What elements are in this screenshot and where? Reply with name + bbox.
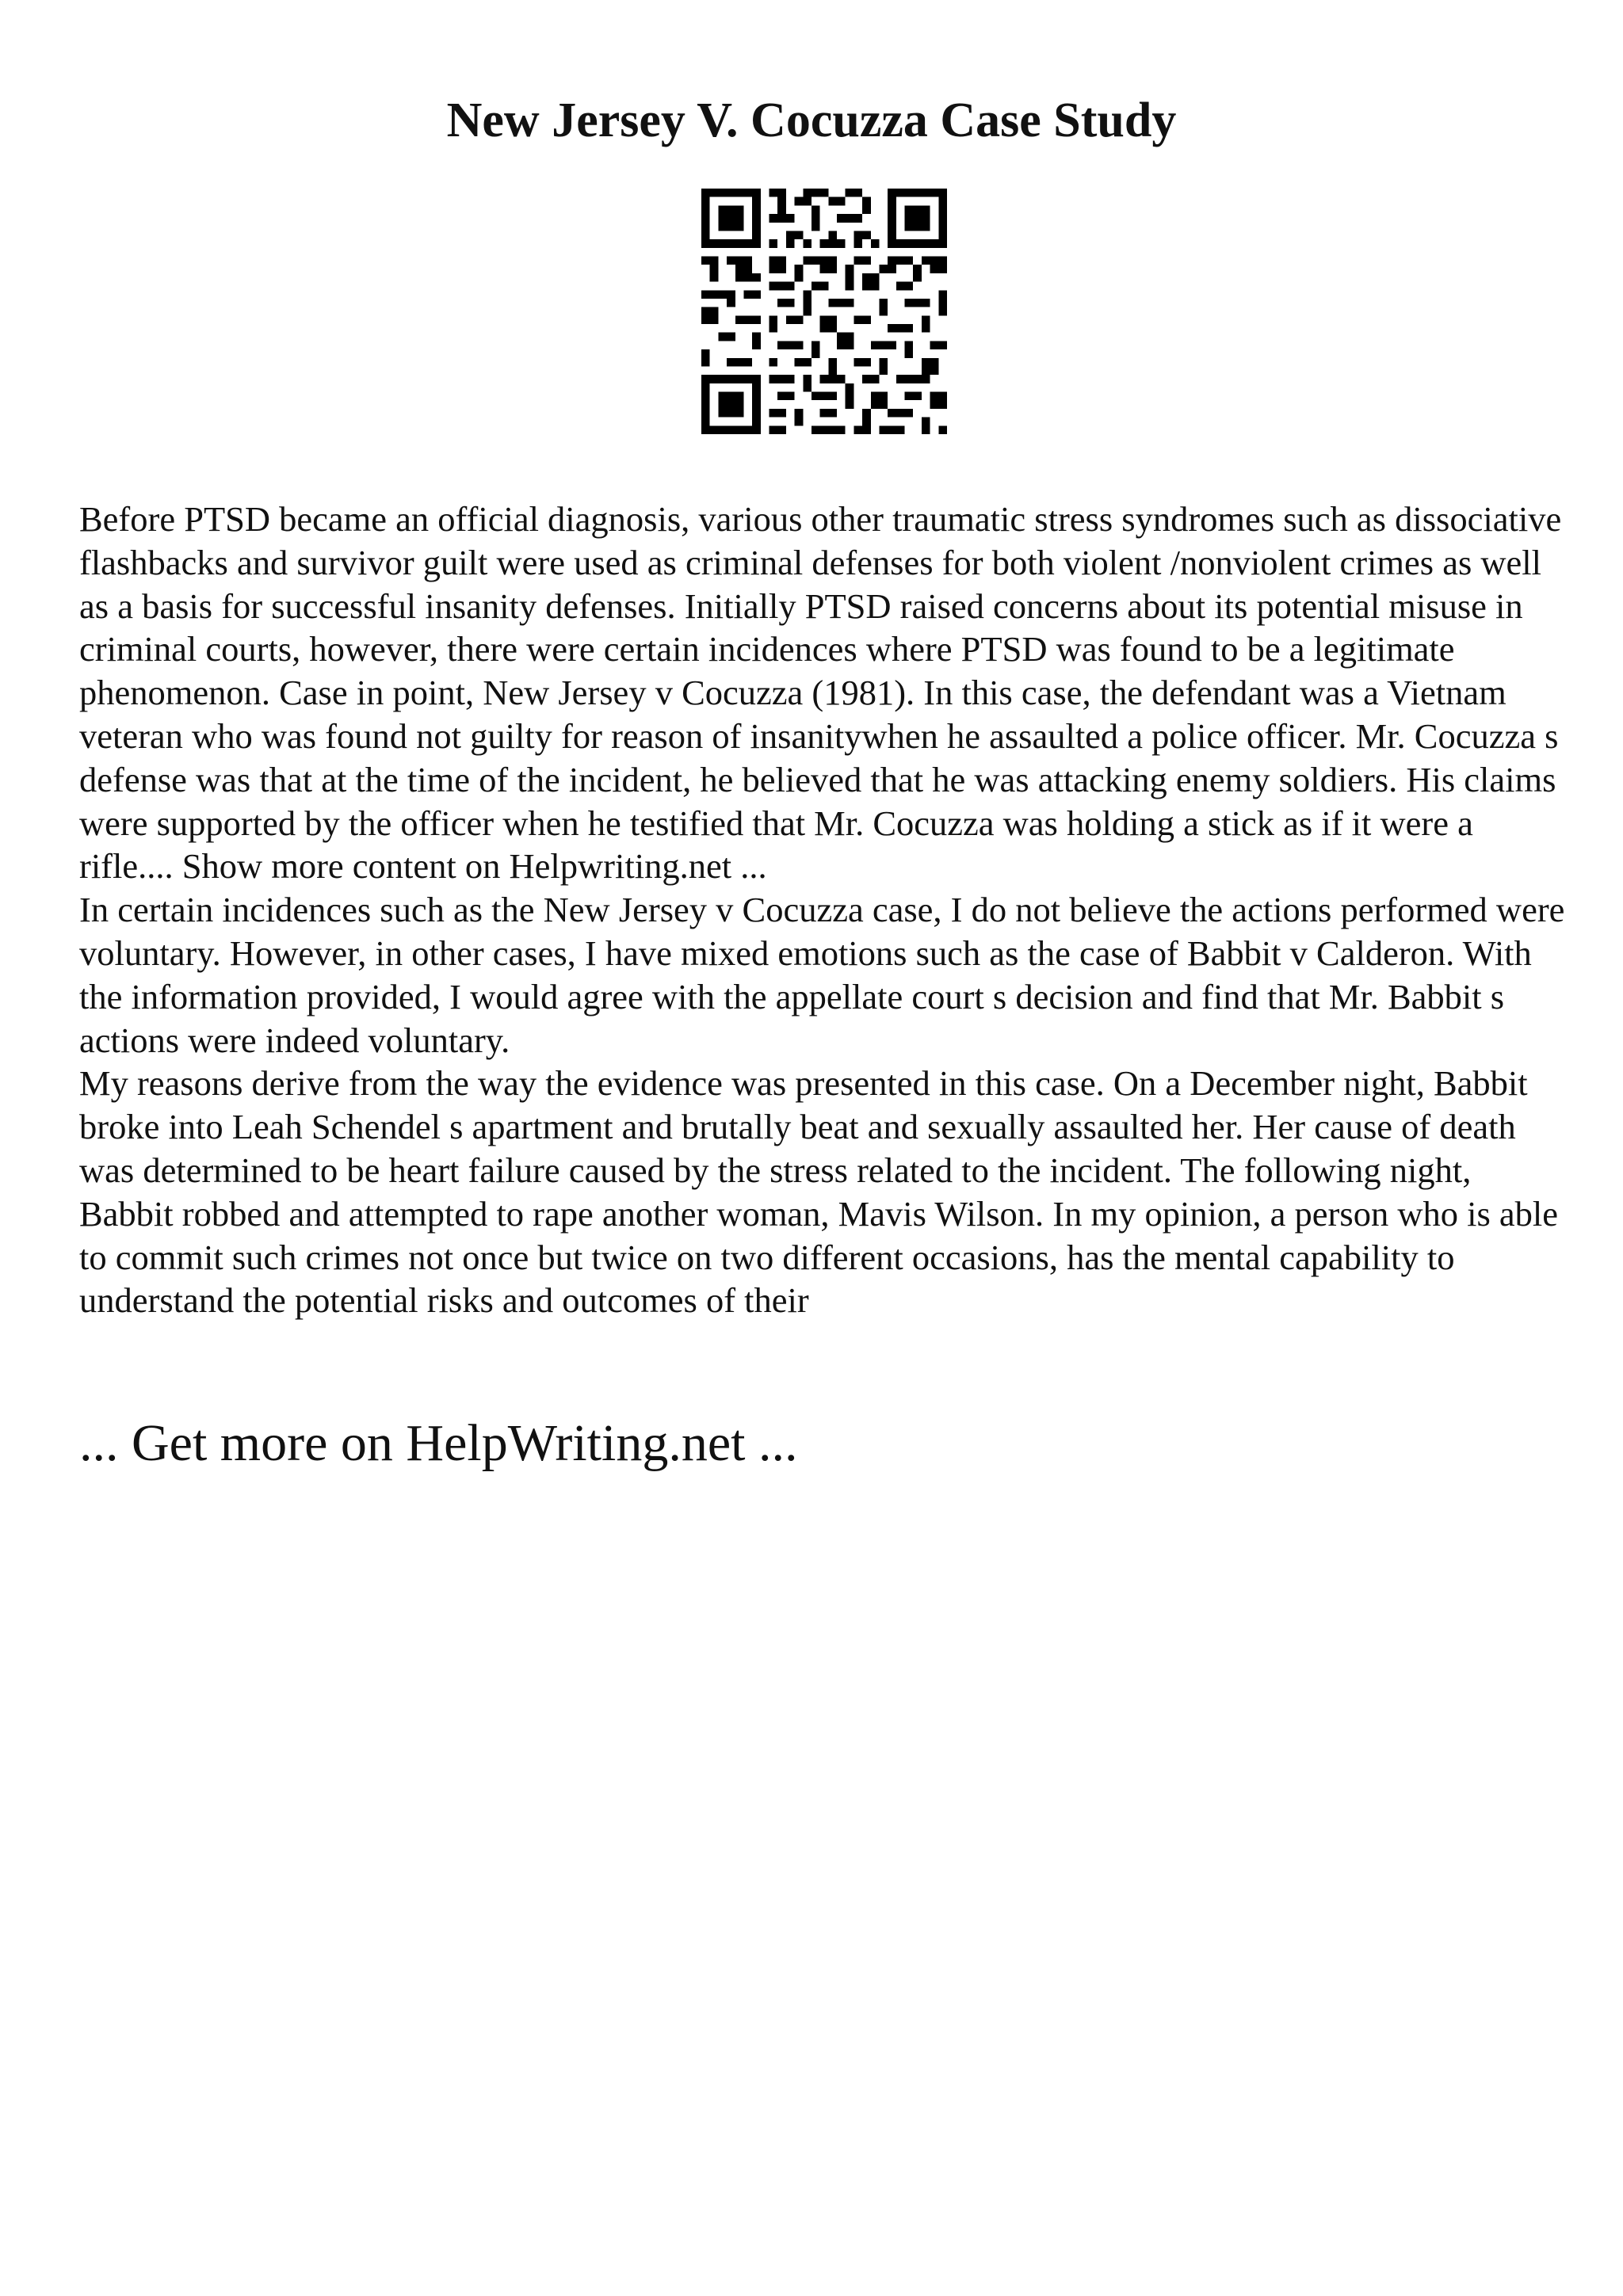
qr-code-icon[interactable]	[701, 189, 947, 434]
get-more-link[interactable]: ... Get more on HelpWriting.net ...	[79, 1414, 798, 1472]
paragraph: Before PTSD became an official diagnosis, various other traumatic stress syndromes such as dissociative flashbacks and survivor guilt were used as criminal defenses for both violent /nonviolent crimes as well as a basis for successful insanity defenses. Initially PTSD raised concerns about its potential misuse in criminal courts, however, there were certain incidences where PTSD was found to be a legitimate phenomenon. Case in point, New Jersey v Cocuzza (1981). In this case, the defendant was a Vietnam veteran who was found not guilty for reason of insanitywhen he assaulted a police officer. Mr. Cocuzza s defense was that at the time of the incident, he believed that he was attacking enemy soldiers. His claims were supported by the officer when he testified that Mr. Cocuzza was holding a stick as if it were a rifle.... Show more content on Helpwriting.net ...	[79, 499, 1562, 887]
paragraph: My reasons derive from the way the evidence was presented in this case. On a December night, Babbit broke into Leah Schendel s apartment and brutally beat and sexually assaulted her. Her cause of death was determined to be heart failure caused by the stress related to the incident. The following night, Babbit robbed and attempted to rape another woman, Mavis Wilson. In my opinion, a person who is able to commit such crimes not once but twice on two different occasions, has the mental capability to understand the potential risks and outcomes of their	[79, 1063, 1559, 1321]
document-body	[79, 498, 1569, 1322]
qr-code-graphic	[701, 189, 947, 434]
document-title: New Jersey V. Cocuzza Case Study	[446, 93, 1177, 147]
paragraph: In certain incidences such as the New Jersey v Cocuzza case, I do not believe the actions performed were voluntary. However, in other cases, I have mixed emotions such as the case of Babbit v Calderon. With the information provided, I would agree with the appellate court s decision and find that Mr. Babbit s actions were indeed voluntary.	[79, 890, 1565, 1060]
